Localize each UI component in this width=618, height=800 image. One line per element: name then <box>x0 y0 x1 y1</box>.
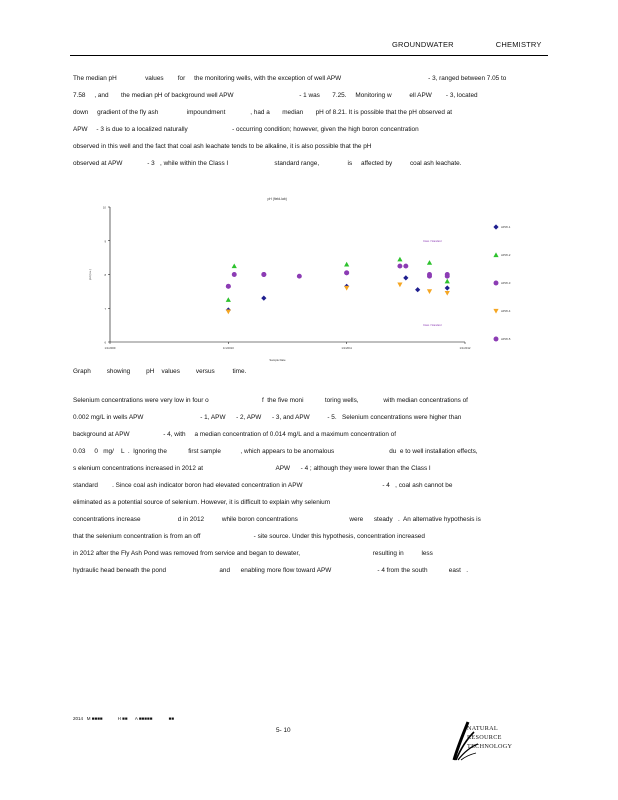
data-point-apw-1 <box>445 285 450 290</box>
legend-marker-apw-2 <box>493 252 498 257</box>
text-line: eliminated as a potential source of selenium. However, it is difficult to explain why selenium <box>73 499 331 506</box>
data-point-apw-4 <box>397 283 402 288</box>
legend-label: APW-1 <box>501 225 511 230</box>
y-tick-label: 8 <box>104 273 106 277</box>
x-axis-title: Sample Date <box>269 358 286 362</box>
data-point-apw-2 <box>397 257 402 262</box>
text-line: observed in this well and the fact that coal ash leachate tends to be alkaline, it is also possible that the pH <box>73 143 372 150</box>
text-line: s elenium concentrations increased in 2012 at APW - 4 ; although they were lower than the Class I <box>73 465 431 472</box>
text-line: that the selenium concentration is from an off - site source. Under this hypothesis, concentration increased <box>73 533 425 540</box>
data-point-apw-1 <box>403 275 408 280</box>
header-rule <box>70 55 548 56</box>
y-tick-label: 6 <box>104 340 106 345</box>
data-point-apw-4 <box>445 291 450 296</box>
text-line: in 2012 after the Fly Ash Pond was removed from service and began to dewater, resulting in less <box>73 550 433 557</box>
text-line: background at APW - 4, with a median concentration of 0.014 mg/L and a maximum concentration of <box>73 431 397 438</box>
x-tick-label: 1/1/2011 <box>341 346 353 350</box>
legend-label: APW-4 <box>501 309 511 314</box>
y-tick-label: 7 <box>104 306 106 311</box>
y-tick-label: 9 <box>104 239 106 244</box>
text-line: hydraulic head beneath the pond and enabling more flow toward APW - 4 from the south east . <box>73 567 468 574</box>
x-tick-label: 1/1/2010 <box>222 346 234 350</box>
text-line: standard . Since coal ash indicator boron had elevated concentration in APW - 4 , coal ash cannot be <box>73 482 453 489</box>
legend-marker-apw-5 <box>494 337 499 342</box>
logo-line: NATURAL <box>467 725 498 732</box>
legend-label: APW-2 <box>501 253 511 258</box>
data-point-apw-5 <box>261 272 266 277</box>
data-point-apw-4 <box>344 286 349 291</box>
legend-label: APW-5 <box>501 337 511 342</box>
data-point-apw-1 <box>415 287 420 292</box>
data-point-apw-5 <box>397 264 402 269</box>
legend-marker-apw-1 <box>493 224 498 229</box>
data-point-apw-2 <box>344 262 349 267</box>
data-point-apw-2 <box>226 297 231 302</box>
text-line: Selenium concentrations were very low in four o f the five moni toring wells, with median concentrations of <box>73 397 468 404</box>
text-line: 0.03 0 mg/ L . Ignoring the first sample , which appears to be anomalous du e to well installation effects, <box>73 448 478 455</box>
data-point-apw-5 <box>297 274 302 279</box>
chart-title: pH (field-lab) <box>267 197 287 201</box>
data-point-apw-2 <box>445 279 450 284</box>
paragraph-selenium <box>73 392 543 579</box>
data-point-apw-5 <box>344 270 349 275</box>
legend-label: APW-3 <box>501 281 511 286</box>
x-tick-label: 1/1/2009 <box>104 346 116 350</box>
paragraph-ph <box>73 70 543 172</box>
text-line: APW - 3 is due to a localized naturally - occurring condition; however, given the high boron concentration <box>73 126 419 133</box>
data-point-apw-4 <box>427 289 432 294</box>
text-line: observed at APW - 3 , while within the Class I standard range, is affected by coal ash leachate. <box>73 160 462 167</box>
text-line: down gradient of the fly ash impoundment , had a median pH of 8.21. It is possible that the pH observed at <box>73 109 453 116</box>
text-line: concentrations increase d in 2012 while boron concentrations were steady . An alternative hypothesis is <box>73 516 481 523</box>
header-word-groundwater: GROUNDWATER <box>392 40 454 49</box>
logo-line: TECHNOLOGY <box>467 743 513 750</box>
y-tick-label: 10 <box>102 205 106 210</box>
data-point-apw-2 <box>232 263 237 268</box>
data-point-apw-5 <box>445 274 450 279</box>
legend-marker-apw-4 <box>493 309 498 314</box>
data-point-apw-3 <box>232 272 237 277</box>
data-point-apw-5 <box>226 284 231 289</box>
data-point-apw-3 <box>403 264 408 269</box>
text-line: 7.58 , and the median pH of background well APW - 1 was 7.25. Monitoring w ell APW - 3, located <box>73 92 478 99</box>
page-number: 5- 10 <box>276 727 291 734</box>
logo-line: RESOURCE <box>467 734 502 741</box>
data-point-apw-1 <box>261 296 266 301</box>
running-header <box>392 40 542 49</box>
standard-annotation: Class I Standard <box>423 239 442 243</box>
standard-annotation: Class I Standard <box>423 324 442 328</box>
data-point-apw-2 <box>427 260 432 265</box>
ph-scatter-chart <box>85 192 533 362</box>
text-line: The median pH values for the monitoring wells, with the exception of well APW - 3, ranged between 7.05 to <box>73 75 507 82</box>
data-point-apw-5 <box>427 274 432 279</box>
text-line: 0.002 mg/L in wells APW - 1, APW - 2, APW - 3, and APW - 5. Selenium concentrations were higher than <box>73 414 462 421</box>
company-logo-wordmark <box>467 724 512 751</box>
y-axis-title: pH (s.u.) <box>88 269 92 280</box>
footer-report-title: 2014 M ■■■■ H ■■ A ■■■■■ ■■ <box>73 716 175 721</box>
x-tick-label: 1/1/2012 <box>459 346 471 350</box>
figure-caption: Graph showing pH values versus time. <box>73 368 247 375</box>
legend-marker-apw-3 <box>494 281 499 286</box>
header-word-chemistry: CHEMISTRY <box>495 40 542 49</box>
data-point-apw-4 <box>226 310 231 315</box>
